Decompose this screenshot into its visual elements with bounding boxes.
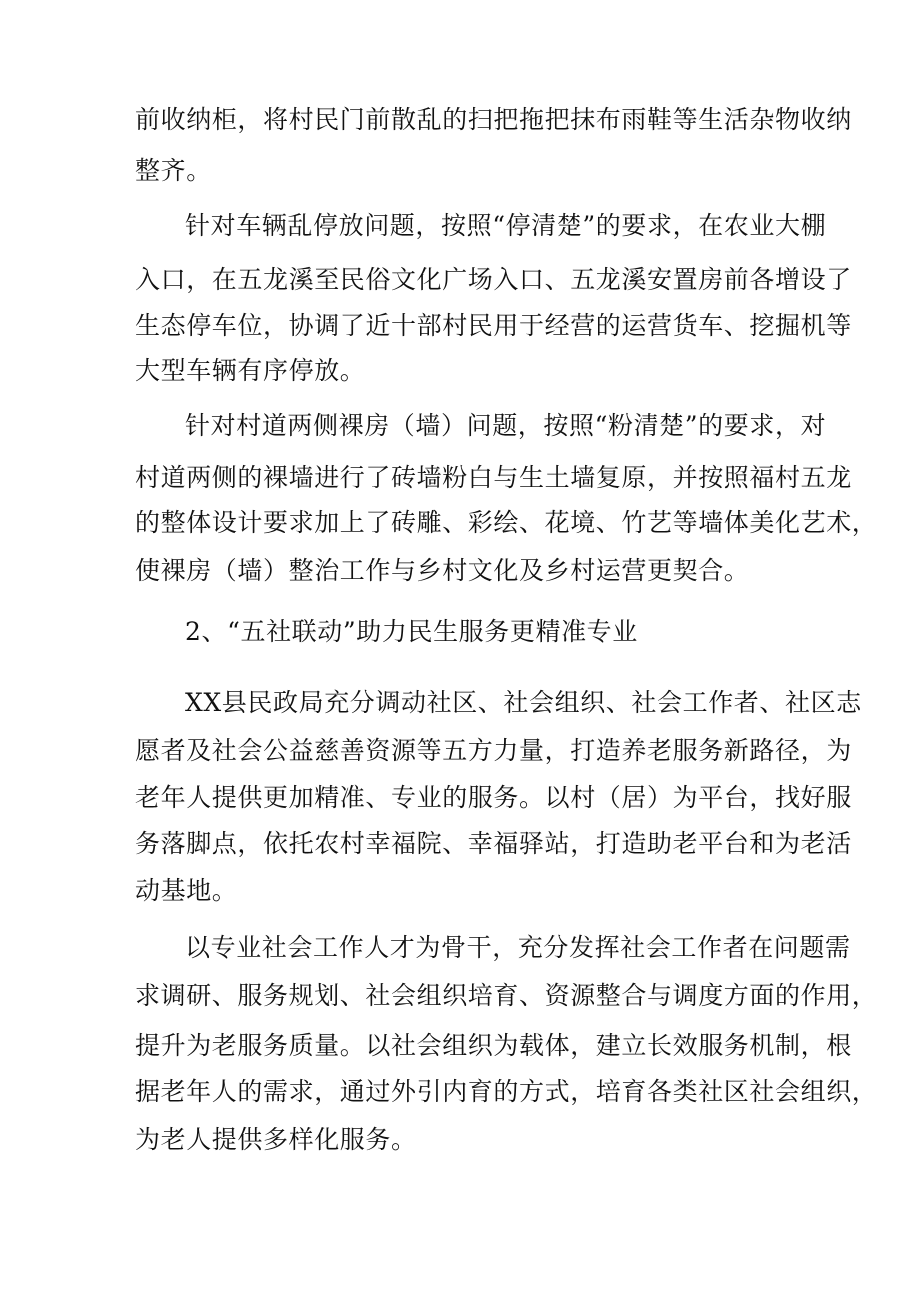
paragraph-5-line-4: 据老年人的需求，通过外引内育的方式，培育各类社区社会组织， bbox=[135, 1077, 878, 1106]
paragraph-5-line-2: 求调研、服务规划、社会组织培育、资源整合与调度方面的作用， bbox=[135, 981, 878, 1010]
paragraph-4-line-5: 动基地。 bbox=[135, 876, 238, 905]
paragraph-4-line-3: 老年人提供更加精准、专业的服务。以村（居）为平台，找好服 bbox=[135, 783, 852, 812]
paragraph-2-line-1: 针对车辆乱停放问题，按照“停清楚”的要求，在农业大棚 bbox=[185, 211, 827, 240]
section-heading: 2、“五社联动”助力民生服务更精准专业 bbox=[185, 617, 638, 646]
paragraph-5-line-3: 提升为老服务质量。以社会组织为载体，建立长效服务机制，根 bbox=[135, 1031, 852, 1060]
paragraph-2-line-2: 入口，在五龙溪至民俗文化广场入口、五龙溪安置房前各增设了 bbox=[135, 265, 852, 294]
paragraph-4-line-4: 务落脚点，依托农村幸福院、幸福驿站，打造助老平台和为老活 bbox=[135, 829, 852, 858]
paragraph-1-line-1: 前收纳柜，将村民门前散乱的扫把拖把抹布雨鞋等生活杂物收纳 bbox=[135, 105, 852, 134]
paragraph-1-line-2: 整齐。 bbox=[135, 156, 212, 185]
paragraph-5-line-1: 以专业社会工作人才为骨干，充分发挥社会工作者在问题需 bbox=[185, 933, 851, 962]
paragraph-2-line-3: 生态停车位，协调了近十部村民用于经营的运营货车、挖掘机等 bbox=[135, 311, 852, 340]
paragraph-3-line-3: 的整体设计要求加上了砖雕、彩绘、花境、竹艺等墙体美化艺术， bbox=[135, 508, 878, 537]
paragraph-3-line-4: 使裸房（墙）整治工作与乡村文化及乡村运营更契合。 bbox=[135, 556, 750, 585]
paragraph-4-line-1: XX县民政局充分调动社区、社会组织、社会工作者、社区志 bbox=[185, 688, 862, 717]
paragraph-3-line-2: 村道两侧的裸墙进行了砖墙粉白与生土墙复原，并按照福村五龙 bbox=[135, 463, 852, 492]
paragraph-5-line-5: 为老人提供多样化服务。 bbox=[135, 1125, 417, 1154]
paragraph-3-line-1: 针对村道两侧裸房（墙）问题，按照“粉清楚”的要求，对 bbox=[185, 411, 827, 440]
paragraph-2-line-4: 大型车辆有序停放。 bbox=[135, 356, 366, 385]
paragraph-4-line-2: 愿者及社会公益慈善资源等五方力量，打造养老服务新路径，为 bbox=[135, 736, 852, 765]
